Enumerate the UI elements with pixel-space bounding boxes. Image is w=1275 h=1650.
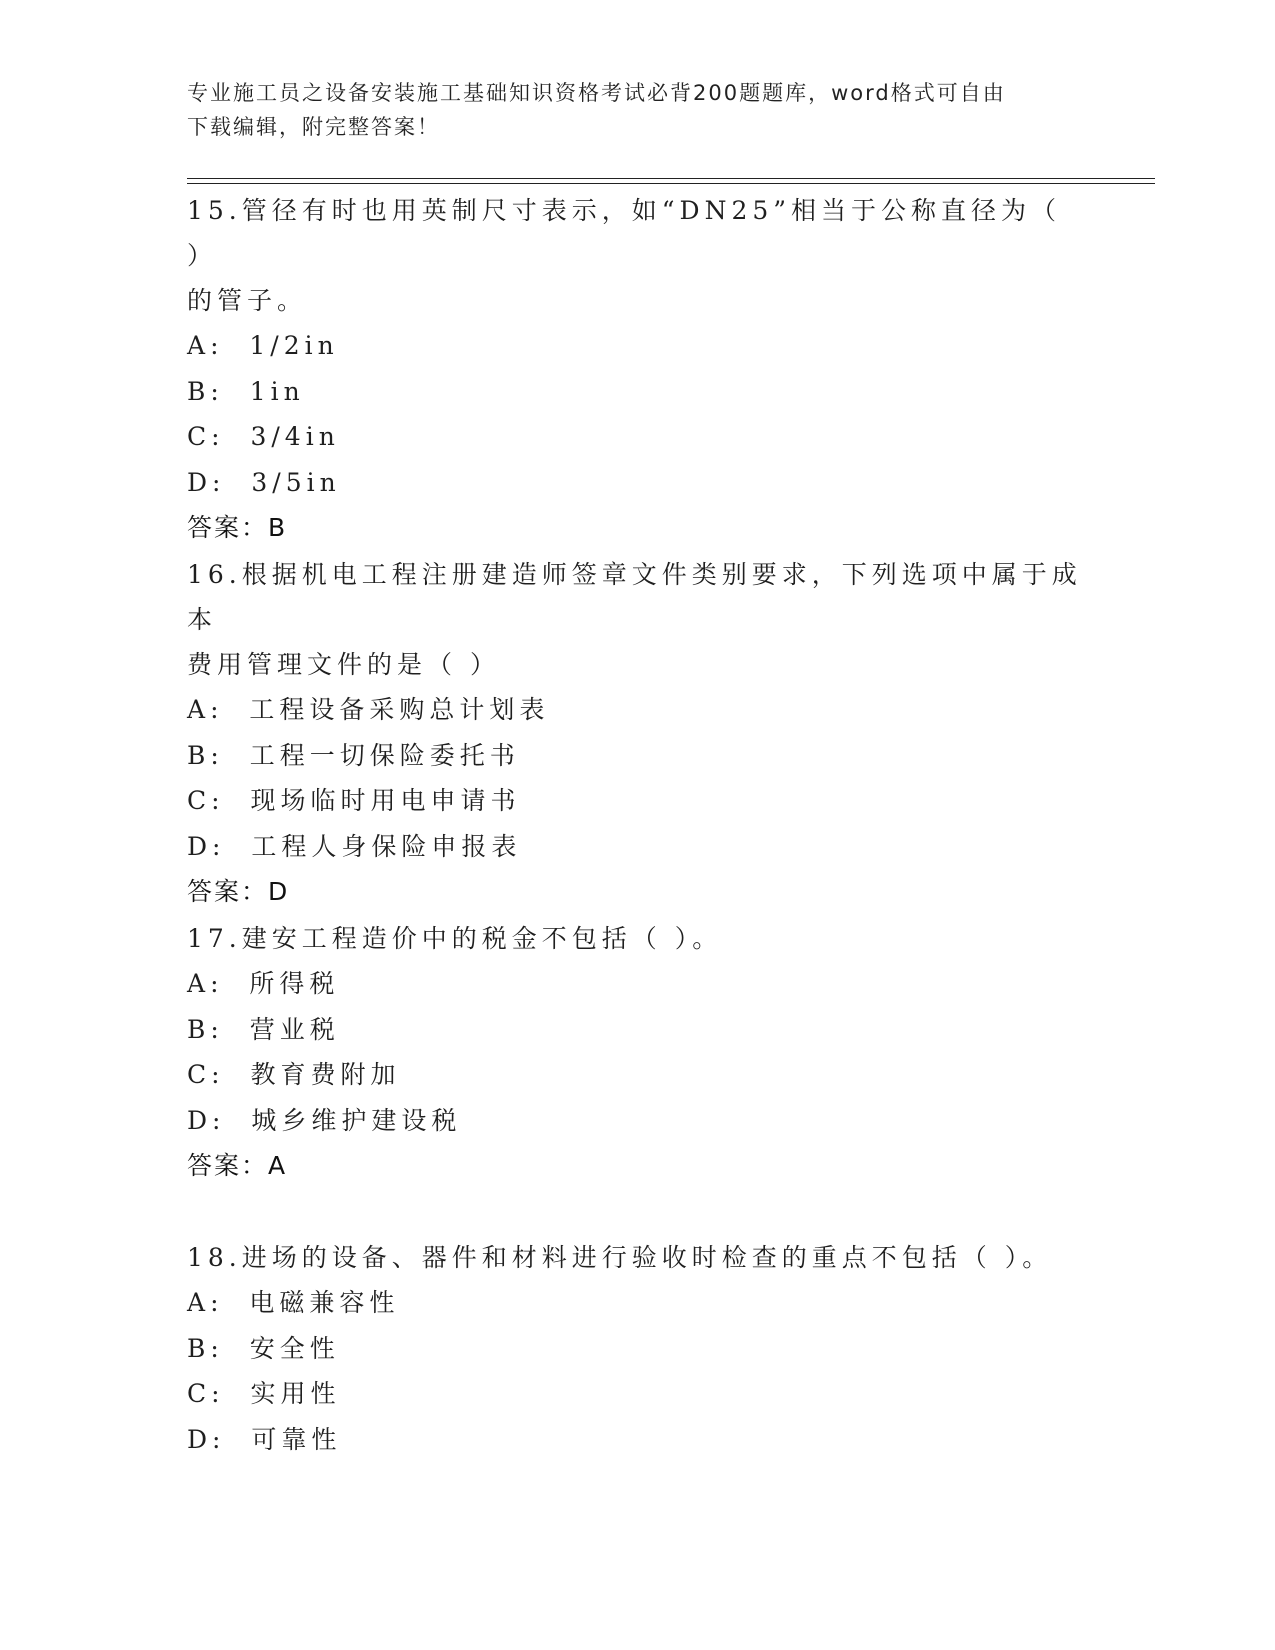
header-divider-bottom: [187, 183, 1155, 184]
option-text: 1/2in: [249, 331, 339, 360]
option-key: C: [187, 1379, 212, 1408]
answer-line: 答案：D: [187, 877, 290, 906]
option-text: 教育费附加: [250, 1060, 401, 1089]
option-key: B: [187, 740, 211, 770]
option-list: [187, 687, 1087, 869]
answer-line: 答案：A: [187, 1151, 288, 1180]
option-key: B: [187, 1014, 211, 1044]
option-text: 城乡维护建设税: [251, 1105, 462, 1135]
option-a: A : 电磁兼容性: [187, 1280, 1087, 1326]
question-stem-line: 15.管径有时也用英制尺寸表示，如“DN25”相当于公称直径为（ ）: [187, 196, 1062, 270]
option-d: D : 3/5in: [187, 460, 1087, 506]
option-text: 所得税: [249, 969, 340, 998]
option-key: D: [187, 1105, 213, 1135]
option-key: C: [187, 786, 212, 815]
option-text: 营业税: [249, 1014, 340, 1044]
option-b: B : 营业税: [187, 1007, 1087, 1053]
option-key: A: [187, 695, 211, 724]
question-16: [187, 552, 1087, 914]
option-a: A : 工程设备采购总计划表: [187, 687, 1087, 733]
option-text: 工程设备采购总计划表: [249, 695, 550, 724]
option-key: B: [187, 1333, 211, 1363]
option-list: [187, 961, 1087, 1143]
option-list: [187, 323, 1087, 505]
question-stem-line: 17.建安工程造价中的税金不包括（ ）。: [187, 924, 723, 953]
option-c: C : 实用性: [187, 1371, 1087, 1417]
question-stem-line: 费用管理文件的是（ ）: [187, 650, 500, 679]
option-key: C: [187, 422, 212, 451]
question-15: [187, 188, 1087, 550]
option-list: [187, 1280, 1087, 1462]
option-text: 电磁兼容性: [249, 1288, 400, 1317]
option-text: 实用性: [250, 1379, 341, 1408]
option-key: A: [187, 1288, 211, 1317]
option-b: B : 1in: [187, 369, 1087, 415]
question-17: [187, 916, 1087, 1188]
option-text: 安全性: [249, 1333, 340, 1363]
option-key: A: [187, 331, 211, 360]
option-b: B : 工程一切保险委托书: [187, 733, 1087, 779]
question-stem-line: 18.进场的设备、器件和材料进行验收时检查的重点不包括（ ）。: [187, 1243, 1053, 1272]
option-d: D : 城乡维护建设税: [187, 1098, 1087, 1144]
question-stem-line: 的管子。: [187, 286, 308, 315]
option-text: 1in: [249, 376, 305, 406]
option-d: D : 可靠性: [187, 1417, 1087, 1463]
option-d: D : 工程人身保险申报表: [187, 824, 1087, 870]
question-stem-line: 16.根据机电工程注册建造师签章文件类别要求，下列选项中属于成本: [187, 560, 1082, 634]
question-18: [187, 1235, 1087, 1462]
option-key: D: [187, 831, 213, 861]
option-a: A : 所得税: [187, 961, 1087, 1007]
option-c: C : 现场临时用电申请书: [187, 778, 1087, 824]
option-c: C : 教育费附加: [187, 1052, 1087, 1098]
header-title-line-1: 专业施工员之设备安装施工基础知识资格考试必背200题题库，word格式可自由: [187, 81, 1006, 105]
option-key: D: [187, 1424, 213, 1454]
option-text: 工程人身保险申报表: [251, 831, 522, 861]
option-a: A : 1/2in: [187, 323, 1087, 369]
option-text: 现场临时用电申请书: [250, 786, 521, 815]
option-key: C: [187, 1060, 212, 1089]
option-text: 3/5in: [251, 467, 341, 497]
option-text: 可靠性: [251, 1424, 342, 1454]
option-text: 工程一切保险委托书: [249, 740, 520, 770]
option-b: B : 安全性: [187, 1326, 1087, 1372]
option-key: A: [187, 969, 211, 998]
option-c: C : 3/4in: [187, 414, 1087, 460]
option-key: D: [187, 467, 213, 497]
header-title-line-2: 下载编辑，附完整答案！: [187, 115, 440, 139]
document-header: [187, 76, 1067, 144]
option-text: 3/4in: [250, 422, 340, 451]
option-key: B: [187, 376, 211, 406]
answer-line: 答案：B: [187, 513, 288, 542]
header-divider-top: [187, 178, 1155, 179]
